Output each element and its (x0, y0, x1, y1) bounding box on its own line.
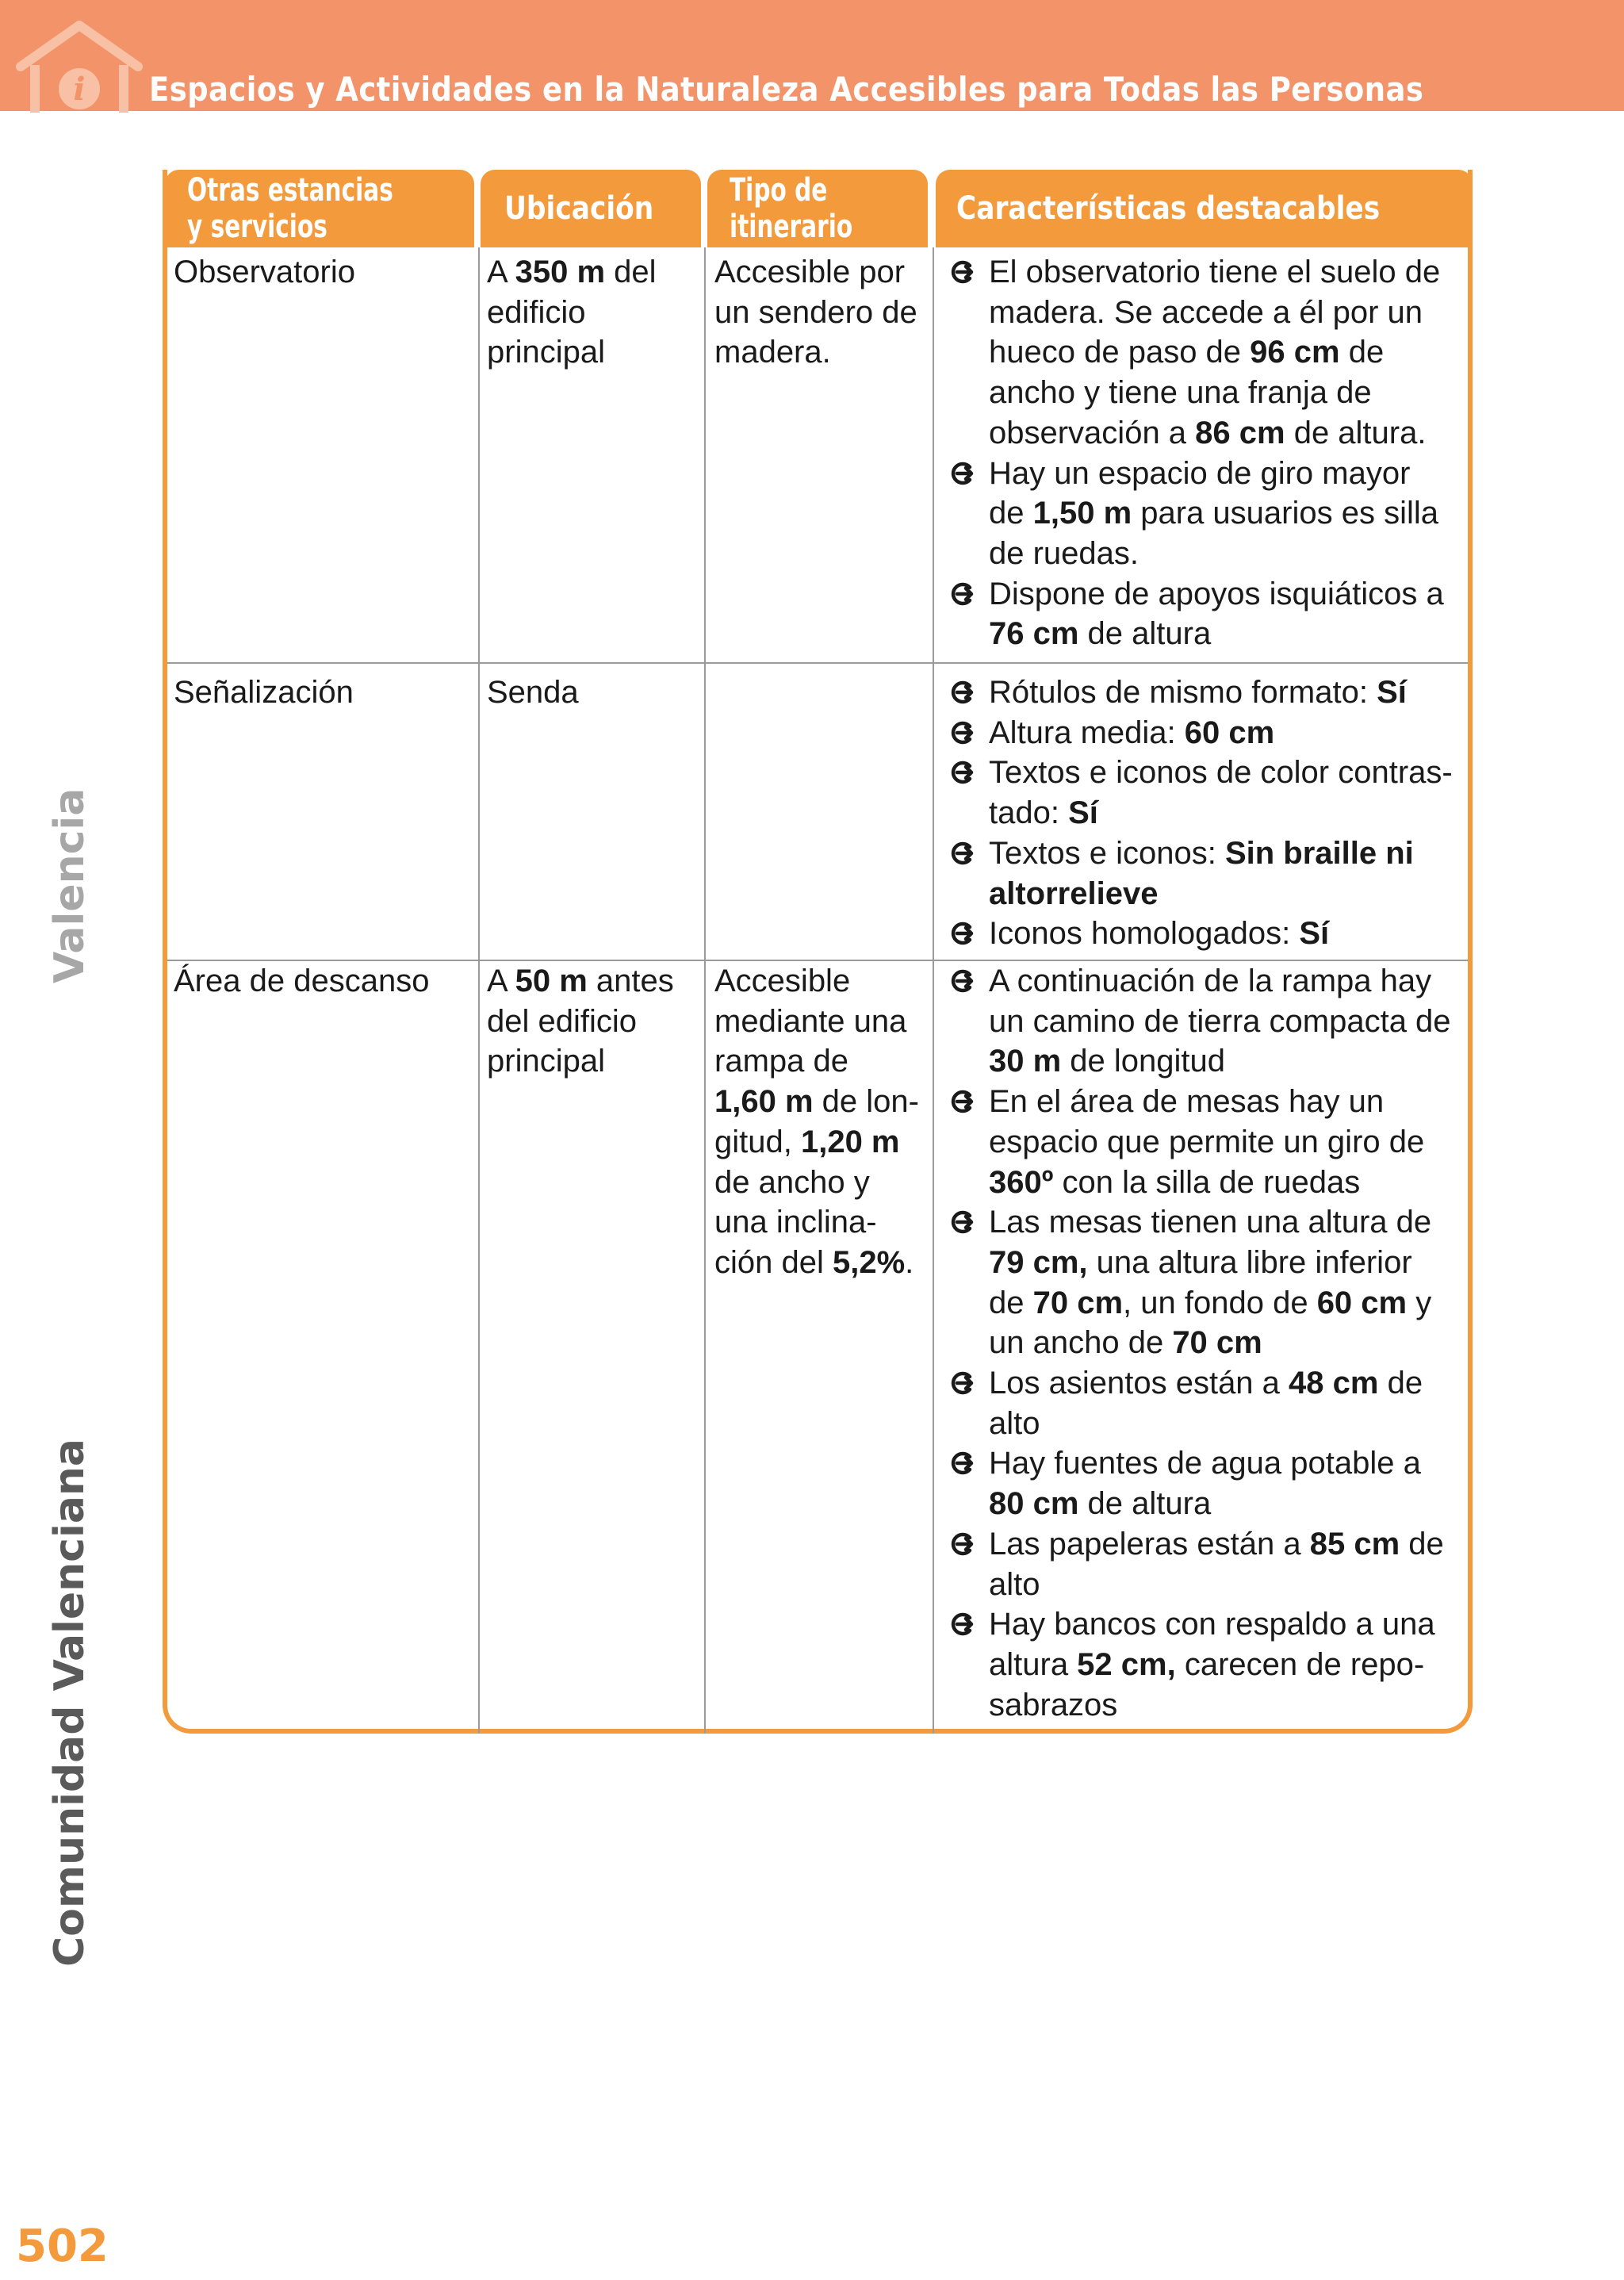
text-fragment: Hay un espacio de giro mayor (989, 455, 1411, 491)
text-fragment: edificio (487, 294, 586, 330)
text-fragment: de ruedas. (989, 535, 1139, 571)
text-fragment: de altura. (1285, 415, 1427, 450)
bold-value: 70 cm (1032, 1285, 1124, 1320)
circled-arrow-right-icon (946, 713, 975, 753)
circled-arrow-right-icon (946, 1604, 975, 1644)
text-fragment: Iconos homologados: (989, 916, 1300, 952)
feature-bullet (946, 1202, 1469, 1363)
text-line (989, 1645, 1469, 1685)
text-fragment: una altura libre inferior (1087, 1244, 1412, 1280)
text-line (989, 1323, 1469, 1363)
text-fragment: de lon- (813, 1084, 919, 1120)
cell-location (487, 961, 701, 1082)
text-fragment: Hay fuentes de agua potable a (989, 1446, 1421, 1481)
text-line (714, 1163, 936, 1203)
feature-bullet (946, 574, 1469, 654)
text-fragment: En el área de mesas hay un (989, 1084, 1385, 1120)
text-fragment: mediante una (714, 1003, 907, 1039)
bold-value: 1,60 m (714, 1084, 814, 1120)
bold-value: 1,20 m (800, 1124, 900, 1159)
text-line (989, 413, 1469, 454)
bold-value: 70 cm (1172, 1325, 1262, 1361)
bold-value: 50 m (515, 964, 588, 998)
text-fragment: Textos e iconos de color contras- (989, 755, 1453, 791)
text-fragment: Senda (487, 675, 579, 710)
bold-value: 60 cm (1184, 715, 1275, 750)
text-fragment: carecen de repo- (1175, 1646, 1425, 1682)
text-line (989, 1082, 1469, 1122)
row-divider (167, 662, 1468, 664)
text-line (989, 914, 1469, 954)
text-fragment: principal (487, 335, 605, 370)
text-line (989, 454, 1469, 494)
text-line (989, 1404, 1469, 1444)
circled-arrow-right-icon (946, 753, 975, 792)
cell-itinerary (714, 252, 936, 373)
text-line (989, 1283, 1469, 1324)
text-line (487, 961, 701, 1002)
text-fragment: y (1407, 1285, 1432, 1320)
text-line (487, 1002, 701, 1042)
feature-bullet (946, 713, 1469, 753)
text-fragment: A (487, 964, 515, 998)
cell-location (487, 673, 701, 713)
cell-service-name: Observatorio (174, 255, 355, 289)
circled-arrow-right-icon (946, 914, 975, 953)
table-header-cell: Ubicación (481, 170, 701, 247)
column-divider (478, 247, 480, 1734)
text-fragment: de altura (1078, 616, 1212, 652)
text-fragment: un ancho de (989, 1325, 1173, 1361)
text-fragment: Las papeleras están a (989, 1526, 1310, 1562)
text-line (714, 1202, 936, 1243)
text-fragment: de (989, 496, 1033, 531)
svg-text:i: i (73, 71, 86, 108)
text-fragment: A continuación de la rampa hay (989, 964, 1432, 998)
text-line (989, 673, 1469, 713)
text-fragment: del edificio (487, 1003, 638, 1039)
bold-value: 86 cm (1195, 415, 1285, 450)
text-line (989, 961, 1469, 1002)
feature-bullet (946, 961, 1469, 1082)
text-fragment: antes (587, 964, 674, 998)
page-header-title: Espacios y Actividades en la Naturaleza Accesibles para Todas las Personas (149, 70, 1424, 109)
feature-bullet (946, 1082, 1469, 1202)
cell-itinerary (714, 961, 936, 1283)
text-line (989, 874, 1469, 914)
text-line (989, 753, 1469, 793)
page-number: 502 (16, 2221, 109, 2272)
text-line (487, 1041, 701, 1082)
text-fragment: madera. (714, 335, 831, 370)
circled-arrow-right-icon (946, 454, 975, 493)
bold-value: 60 cm (1316, 1285, 1408, 1320)
bold-value: 350 m (515, 255, 606, 289)
text-line (989, 1041, 1469, 1082)
cell-service-name: Señalización (174, 675, 354, 710)
text-line (989, 1443, 1469, 1484)
circled-arrow-right-icon (946, 1524, 975, 1564)
bold-value: altorrelieve (989, 876, 1159, 911)
text-fragment: Rótulos de mismo formato: (989, 675, 1377, 710)
text-fragment: rampa de (714, 1044, 848, 1079)
bold-value: 79 cm, (989, 1244, 1088, 1280)
feature-bullet (946, 454, 1469, 574)
text-line (487, 332, 701, 373)
feature-bullet (946, 753, 1469, 833)
feature-bullet (946, 833, 1469, 914)
house-info-icon (14, 21, 145, 113)
feature-bullet (946, 252, 1469, 454)
circled-arrow-right-icon (946, 574, 975, 614)
text-line (989, 1202, 1469, 1243)
text-fragment: espacio que permite un giro de (989, 1124, 1425, 1159)
text-line (487, 673, 701, 713)
text-line (989, 534, 1469, 574)
text-fragment: hueco de paso de (989, 335, 1251, 370)
text-fragment: sabrazos (989, 1687, 1118, 1722)
feature-bullet (946, 1604, 1469, 1725)
region-label: Valencia (46, 787, 94, 983)
text-fragment: Los asientos están a (989, 1366, 1289, 1401)
community-label: Comunidad Valenciana (46, 1438, 94, 1967)
bold-value: 76 cm (989, 616, 1079, 652)
text-line (989, 1122, 1469, 1163)
text-fragment: con la silla de ruedas (1053, 1164, 1361, 1200)
text-fragment: , un fondo de (1123, 1285, 1317, 1320)
bold-value: 96 cm (1250, 335, 1340, 370)
text-fragment: de (1400, 1526, 1444, 1562)
cell-location (487, 252, 701, 373)
text-fragment: de (1378, 1366, 1423, 1401)
bold-value: 48 cm (1289, 1366, 1379, 1401)
table-header-cell: Tipo de itinerario (707, 170, 928, 247)
text-fragment: . (905, 1244, 914, 1280)
text-line (989, 833, 1469, 874)
cell-features (946, 961, 1469, 1725)
text-line (989, 1604, 1469, 1645)
circled-arrow-right-icon (946, 1363, 975, 1403)
text-line (989, 1363, 1469, 1404)
text-line (989, 713, 1469, 753)
bold-value: 85 cm (1309, 1526, 1400, 1562)
bold-value: Sí (1068, 795, 1098, 831)
text-line (989, 1685, 1469, 1726)
text-fragment: de ancho y (714, 1164, 870, 1200)
circled-arrow-right-icon (946, 1443, 975, 1483)
text-line (989, 1243, 1469, 1283)
text-fragment: El observatorio tiene el suelo de (989, 255, 1441, 289)
text-fragment: observación a (989, 415, 1196, 450)
text-fragment: para usuarios es silla (1132, 496, 1438, 531)
text-fragment: un camino de tierra compacta de (989, 1003, 1451, 1039)
circled-arrow-right-icon (946, 1082, 975, 1121)
bold-value: 5,2% (832, 1244, 906, 1280)
bold-value: Sin braille ni (1224, 835, 1414, 871)
text-fragment: A (487, 255, 515, 289)
circled-arrow-right-icon (946, 961, 975, 1001)
text-fragment: Dispone de apoyos isquiáticos a (989, 576, 1444, 611)
text-line (714, 1082, 936, 1122)
text-line (989, 252, 1469, 293)
text-line (714, 1002, 936, 1042)
text-fragment: Hay bancos con respaldo a una (989, 1607, 1435, 1642)
cell-service-name: Área de descanso (174, 964, 430, 998)
circled-arrow-right-icon (946, 833, 975, 873)
bold-value: 52 cm, (1077, 1646, 1176, 1682)
text-line (989, 1524, 1469, 1565)
text-fragment: principal (487, 1044, 605, 1079)
text-fragment: del (605, 255, 657, 289)
text-line (714, 293, 936, 333)
cell-features (946, 252, 1469, 654)
text-fragment: de (1339, 335, 1385, 370)
text-fragment: madera. Se accede a él por un (989, 294, 1423, 330)
text-line (989, 1484, 1469, 1524)
text-fragment: alto (989, 1566, 1040, 1602)
text-fragment: alto (989, 1405, 1040, 1441)
circled-arrow-right-icon (946, 252, 975, 292)
text-line (989, 793, 1469, 833)
text-fragment: tado: (989, 795, 1069, 831)
bold-value: 1,50 m (1032, 496, 1132, 531)
bold-value: 360º (989, 1164, 1054, 1200)
text-fragment: de longitud (1061, 1044, 1226, 1079)
text-fragment: de altura (1078, 1486, 1212, 1522)
text-line (714, 1243, 936, 1283)
text-line (487, 252, 701, 293)
text-line (989, 373, 1469, 413)
text-line (989, 614, 1469, 654)
text-fragment: un sendero de (714, 294, 917, 330)
text-fragment: Las mesas tienen una altura de (989, 1205, 1432, 1240)
feature-bullet (946, 914, 1469, 954)
text-fragment: Accesible (714, 964, 851, 998)
text-fragment: gitud, (714, 1124, 801, 1159)
feature-bullet (946, 1443, 1469, 1523)
circled-arrow-right-icon (946, 673, 975, 712)
text-fragment: altura (989, 1646, 1078, 1682)
text-line (989, 493, 1469, 534)
text-line (989, 574, 1469, 615)
text-fragment: una inclina- (714, 1205, 877, 1240)
bold-value: Sí (1299, 916, 1330, 952)
text-fragment: ancho y tiene una franja de (989, 375, 1372, 411)
text-line (989, 1163, 1469, 1203)
column-divider (704, 247, 706, 1734)
text-fragment: ción del (714, 1244, 833, 1280)
table-header-cell: Otras estancias y servicios (165, 170, 474, 247)
cell-features (946, 673, 1469, 954)
text-line (714, 961, 936, 1002)
text-line (989, 293, 1469, 333)
table-header-cell: Características destacables (936, 170, 1473, 247)
text-line (714, 252, 936, 293)
text-line (989, 332, 1469, 373)
text-fragment: de (989, 1285, 1033, 1320)
text-line (989, 1565, 1469, 1605)
text-line (714, 332, 936, 373)
text-line (487, 293, 701, 333)
feature-bullet (946, 1524, 1469, 1604)
text-fragment: Accesible por (714, 255, 906, 289)
bold-value: 30 m (989, 1044, 1062, 1079)
circled-arrow-right-icon (946, 1202, 975, 1242)
feature-bullet (946, 1363, 1469, 1443)
feature-bullet (946, 673, 1469, 713)
text-line (714, 1041, 936, 1082)
text-line (714, 1122, 936, 1163)
text-fragment: Textos e iconos: (989, 835, 1225, 871)
bold-value: Sí (1377, 675, 1407, 710)
text-line (989, 1002, 1469, 1042)
bold-value: 80 cm (989, 1486, 1079, 1522)
text-fragment: Altura media: (989, 715, 1185, 750)
